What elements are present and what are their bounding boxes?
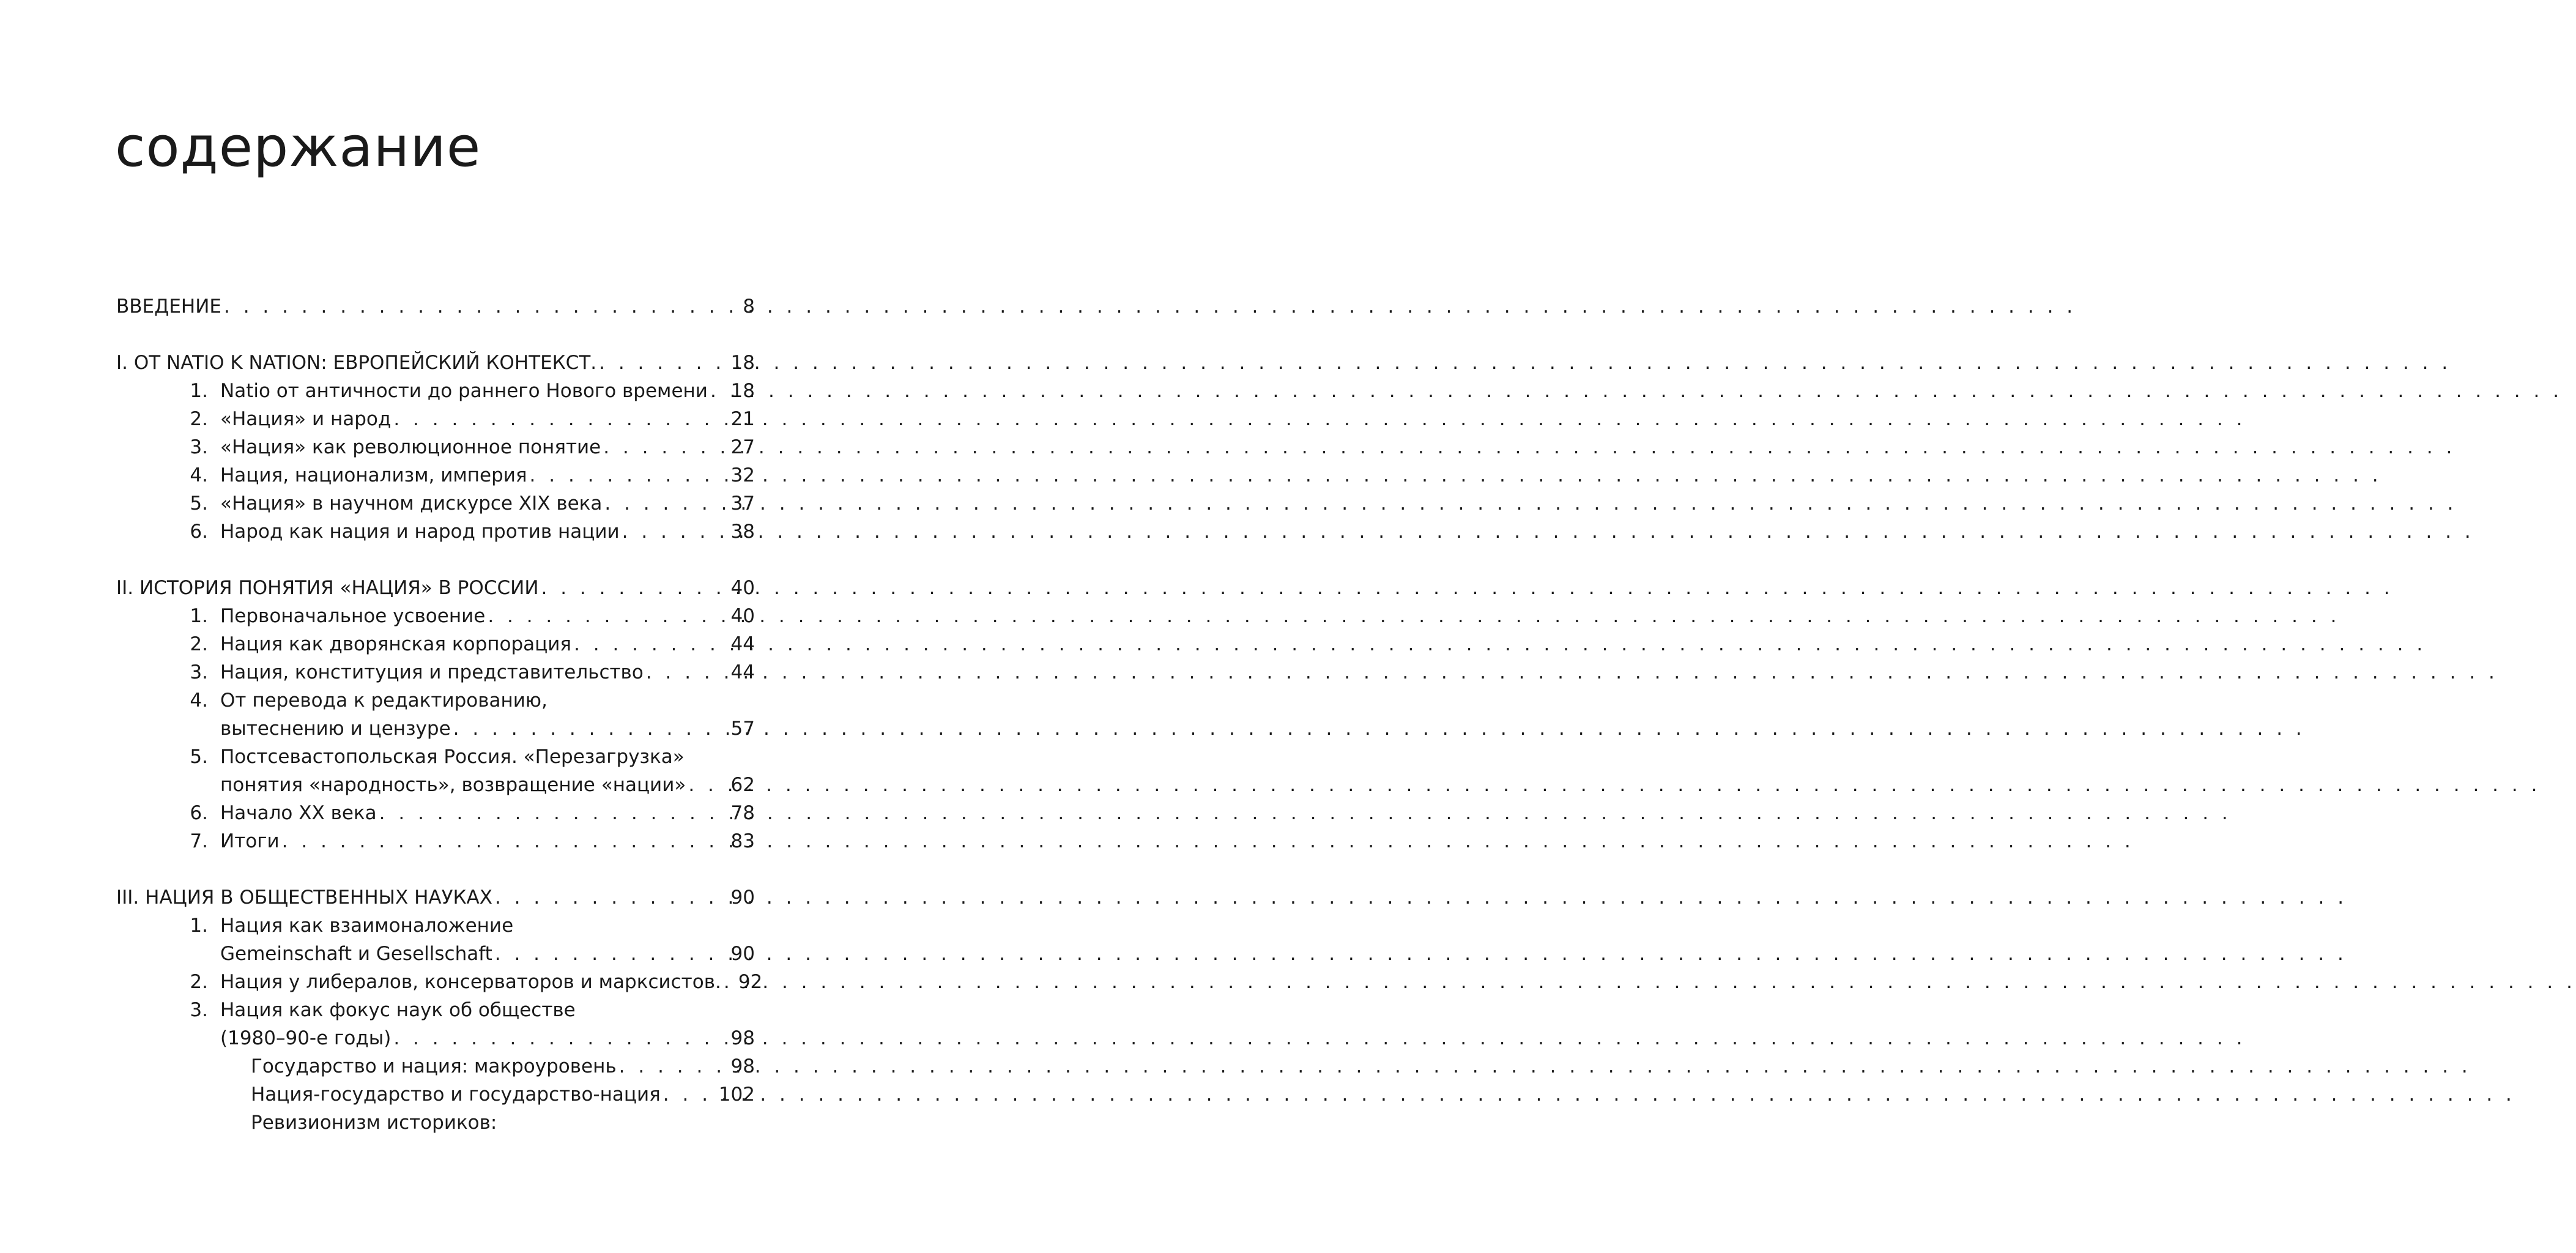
section-number: 1. (190, 605, 208, 627)
toc-page-number: 32 (730, 464, 755, 486)
section-number: 3. (190, 436, 208, 458)
dot-leader (224, 292, 740, 321)
dot-leader (282, 827, 729, 855)
dot-leader (574, 630, 728, 658)
toc-page-number: 102 (718, 1084, 755, 1106)
toc-page-number: 40 (730, 577, 755, 599)
dot-leader (379, 799, 729, 827)
toc-page-number: 37 (730, 493, 755, 515)
toc-page-number: 78 (730, 802, 755, 824)
toc-page-number: 57 (730, 718, 755, 740)
section-title: Нация как фокус наук об обществе (220, 999, 576, 1021)
table-of-contents (116, 292, 763, 1137)
section-number: 5. (190, 493, 208, 515)
section-title: Нация у либералов, консерваторов и марксистов. (220, 971, 721, 993)
dot-leader (710, 377, 729, 405)
toc-section-line1[interactable] (116, 996, 755, 1024)
dot-leader (541, 574, 729, 602)
page-title: содержание (115, 115, 481, 179)
section-title: Начало XX века (220, 802, 377, 824)
section-title: Итоги (220, 830, 280, 852)
toc-section[interactable] (116, 489, 755, 518)
section-number: 7. (190, 830, 208, 852)
toc-section[interactable] (116, 461, 755, 489)
section-title: Первоначальное усвоение (220, 605, 486, 627)
section-number: 2. (190, 971, 208, 993)
toc-section-line1[interactable] (116, 743, 755, 771)
dot-leader (599, 349, 728, 377)
section-number: 3. (190, 999, 208, 1021)
toc-page-number: 44 (730, 661, 755, 683)
dot-leader (603, 433, 728, 461)
toc-page-number: 92 (738, 971, 763, 993)
dot-leader (495, 940, 729, 968)
dot-leader (622, 518, 729, 546)
toc-section[interactable] (116, 799, 755, 827)
toc-section-line1[interactable] (116, 912, 755, 940)
section-number: 3. (190, 661, 208, 683)
toc-chapter-2[interactable] (116, 574, 755, 602)
dot-leader (393, 405, 728, 433)
toc-section[interactable] (116, 518, 755, 546)
toc-entry-text: ВВЕДЕНИЕ (116, 296, 222, 318)
section-title: Нация как взаимоналожение (220, 915, 514, 937)
dot-leader (619, 1052, 729, 1080)
toc-section[interactable] (116, 630, 755, 658)
subsection-title: Ревизионизм историков: (251, 1112, 497, 1134)
toc-chapter-3[interactable] (116, 883, 755, 912)
toc-chapter-title: I. OT NATIO K NATION: ЕВРОПЕЙСКИЙ КОНТЕКСТ. (116, 352, 597, 374)
section-number: 2. (190, 633, 208, 655)
section-title: «Нация» в научном дискурсе XIX века (220, 493, 603, 515)
section-number: 4. (190, 690, 208, 712)
dot-leader (393, 1024, 728, 1052)
section-number: 4. (190, 464, 208, 486)
section-number: 5. (190, 746, 208, 768)
toc-section[interactable] (116, 377, 755, 405)
section-title: «Нация» и народ (220, 408, 392, 430)
subsection-title: Государство и нация: макроуровень (251, 1055, 617, 1077)
section-number: 1. (190, 915, 208, 937)
toc-section[interactable] (116, 602, 755, 630)
section-title: Нация как дворянская корпорация (220, 633, 572, 655)
toc-chapter-1[interactable] (116, 349, 755, 377)
section-title: Народ как нация и народ против нации (220, 521, 620, 543)
toc-section[interactable] (116, 658, 755, 686)
toc-section-line1[interactable] (116, 686, 755, 715)
section-number: 6. (190, 521, 208, 543)
toc-chapter-title: III. НАЦИЯ В ОБЩЕСТВЕННЫХ НАУКАХ (116, 887, 492, 909)
spacer (116, 321, 755, 349)
toc-section[interactable] (116, 827, 755, 855)
toc-page-number: 40 (730, 605, 755, 627)
toc-page-number: 62 (730, 774, 755, 796)
section-title: Natio от античности до раннего Нового времени (220, 380, 708, 402)
toc-subsection[interactable] (116, 1109, 755, 1137)
section-number: 1. (190, 380, 208, 402)
toc-subsection[interactable] (116, 1052, 755, 1080)
toc-page-number: 90 (730, 887, 755, 909)
toc-subsection[interactable] (116, 1080, 755, 1109)
toc-page-number: 90 (730, 943, 755, 965)
toc-section[interactable] (116, 968, 763, 996)
toc-page-number: 8 (743, 296, 755, 318)
toc-page-number: 83 (730, 830, 755, 852)
section-title-cont: Gemeinschaft и Gesellschaft (220, 943, 492, 965)
spacer (116, 546, 755, 574)
toc-page-number: 18 (730, 352, 755, 374)
section-title: «Нация» как революционное понятие (220, 436, 601, 458)
toc-section-line2[interactable] (116, 715, 755, 743)
dot-leader (646, 658, 729, 686)
toc-entry-intro[interactable] (116, 292, 755, 321)
section-title: Нация, национализм, империя (220, 464, 527, 486)
section-title: От перевода к редактированию, (220, 690, 547, 712)
toc-page-number: 18 (730, 380, 755, 402)
section-number: 6. (190, 802, 208, 824)
section-title-cont: понятия «народность», возвращение «нации» (220, 774, 686, 796)
toc-page-number: 21 (730, 408, 755, 430)
toc-section-line2[interactable] (116, 940, 755, 968)
dot-leader (488, 602, 728, 630)
dot-leader (688, 771, 728, 799)
section-title: Нация, конституция и представительство (220, 661, 644, 683)
dot-leader (604, 489, 728, 518)
toc-page-number: 98 (730, 1055, 755, 1077)
toc-page-number: 44 (730, 633, 755, 655)
toc-chapter-title: II. ИСТОРИЯ ПОНЯТИЯ «НАЦИЯ» В РОССИИ (116, 577, 539, 599)
section-number: 2. (190, 408, 208, 430)
dot-leader (495, 883, 729, 912)
toc-page-number: 38 (730, 521, 755, 543)
section-title: Постсевастопольская Россия. «Перезагрузка» (220, 746, 685, 768)
toc-section[interactable] (116, 433, 755, 461)
toc-section[interactable] (116, 405, 755, 433)
book-page (0, 0, 895, 1253)
toc-page-number: 27 (730, 436, 755, 458)
toc-section-line2[interactable] (116, 771, 755, 799)
subsection-title: Нация-государство и государство-нация (251, 1084, 661, 1106)
dot-leader (453, 715, 729, 743)
toc-page-number: 98 (730, 1027, 755, 1049)
dot-leader (724, 968, 736, 996)
spacer (116, 855, 755, 883)
section-title-cont: вытеснению и цензуре (220, 718, 451, 740)
dot-leader (663, 1080, 716, 1109)
toc-section-line2[interactable] (116, 1024, 755, 1052)
section-title-cont: (1980–90-е годы) (220, 1027, 392, 1049)
dot-leader (530, 461, 729, 489)
